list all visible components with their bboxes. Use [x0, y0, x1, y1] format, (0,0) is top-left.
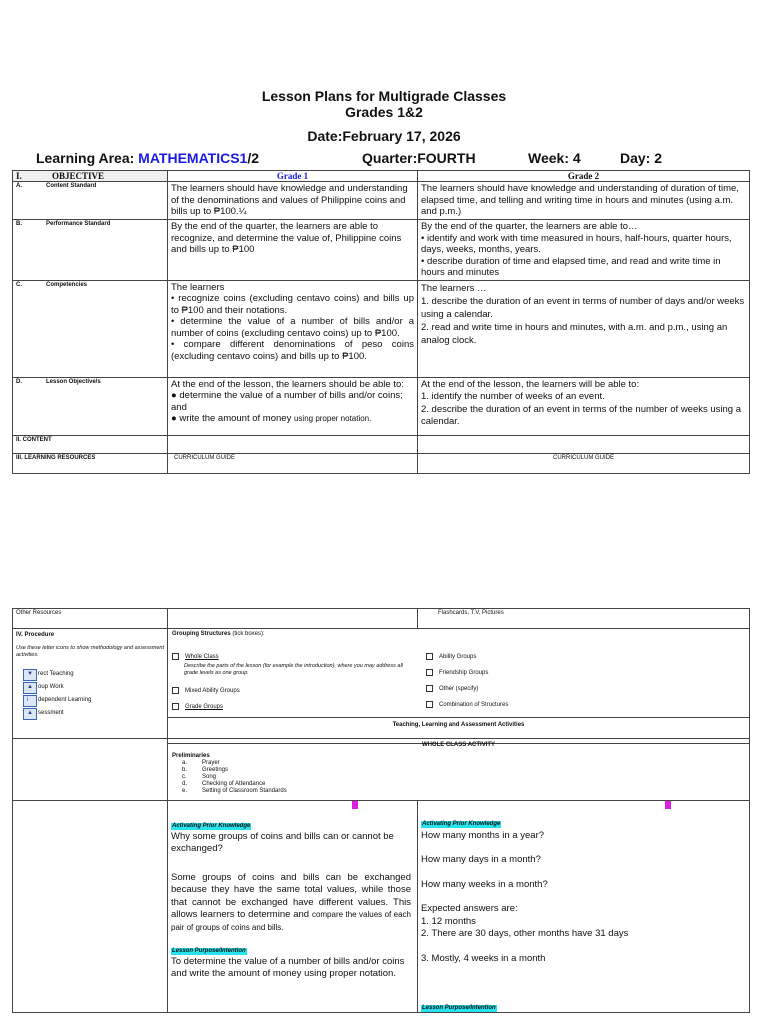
option-label: Whole Class	[185, 654, 219, 661]
grade1-activity	[171, 819, 411, 981]
g1-question: Why some groups of coins and bills can or cannot be exchanged?	[171, 830, 394, 854]
whole-class-description: Describe the parts of the lesson (for example the introduction), where you may address all grade levels as one group.	[184, 663, 403, 676]
performance-standard-g1: By the end of the quarter, the learners are able to recognize, and determine the value of, Philippine coins and bills up to ₱100	[168, 220, 418, 281]
activities-row	[13, 801, 750, 1013]
item-text: Prayer	[202, 760, 220, 766]
row-label: Lesson Objective/s	[46, 378, 101, 385]
list-item	[182, 781, 287, 788]
procedure-row	[13, 629, 750, 739]
objective-header	[13, 171, 168, 182]
g2-answer: 2. There are 30 days, other months have 31 days	[421, 928, 629, 939]
list-item	[182, 767, 287, 774]
checkbox[interactable]	[426, 653, 433, 660]
item-text: Song	[202, 774, 217, 780]
activating-prior-knowledge-tag: Activating Prior Knowledge	[422, 821, 501, 827]
text-line: By the end of the quarter, the learners are able to…	[421, 221, 638, 232]
document-date: Date:February 17, 2026	[307, 128, 461, 144]
option-whole-class[interactable]	[172, 653, 219, 661]
competencies-g2	[418, 280, 750, 377]
option-ability-groups[interactable]	[426, 653, 476, 661]
option-mixed-ability[interactable]	[172, 687, 240, 695]
other-resources-row	[13, 609, 750, 629]
list-item: • compare different denominations of peso coins (excluding centavo coins) and bills up to ₱100.	[171, 339, 414, 362]
procedure-note: Use these letter icons to show methodology and assessment activities.	[16, 645, 164, 658]
option-friendship-groups[interactable]	[426, 669, 488, 677]
text-part: ● write the amount of money	[171, 413, 294, 424]
objective-label: OBJECTIVE	[52, 171, 105, 181]
icon-label: dependent Learning	[38, 697, 92, 703]
text-line: The learners …	[421, 282, 487, 294]
text-part: Some groups of coins and bills can be exchanged because they have the same total values, while those that cannot be exchanged have different values. This allows learners to determine and	[171, 871, 411, 920]
preliminaries-list	[182, 760, 287, 795]
text-line: and	[171, 401, 187, 413]
lesson-objectives-row	[13, 377, 750, 435]
activating-prior-knowledge-tag: Activating Prior Knowledge	[172, 823, 251, 829]
procedure-table	[12, 608, 750, 1013]
item-letter: b.	[182, 767, 188, 773]
learning-area	[36, 150, 259, 166]
checkbox[interactable]	[172, 703, 179, 710]
learning-area-suffix: /2	[247, 150, 260, 166]
option-label: Ability Groups	[439, 654, 477, 661]
competencies-g1	[168, 280, 418, 377]
icon-label: rect Teaching	[38, 671, 74, 677]
content-standard-g2: The learners should have knowledge and understanding of duration of time, elapsed time, and telling and writing time in hours and minutes (using a.m. and p.m.)	[418, 182, 750, 220]
lesson-objectives-label	[13, 377, 168, 435]
group-work-icon: ▲	[23, 682, 37, 694]
grade1-activity-cell	[168, 801, 418, 1013]
text-part: compare the values of each pair of groups of coins and bills.	[171, 910, 412, 932]
preliminaries-cell	[168, 739, 750, 801]
text-line: The learners	[171, 281, 225, 293]
empty-cell	[168, 609, 418, 629]
lesson-objectives-g1	[168, 377, 418, 435]
lesson-objectives-g2	[418, 377, 750, 435]
lesson-purpose-tag: Lesson Purpose/Intention	[422, 1005, 496, 1011]
list-item: • determine the value of a number of bills and/or a number of coins (excluding centavo coins) up to ₱100.	[171, 316, 414, 339]
item-letter: d.	[182, 781, 188, 787]
preliminaries-title: Preliminaries	[172, 753, 210, 759]
option-combination[interactable]	[426, 701, 508, 709]
row-letter: D.	[16, 378, 22, 385]
checkbox[interactable]	[426, 685, 433, 692]
list-item	[182, 774, 287, 781]
option-label: Combination of Structures	[439, 702, 509, 709]
quarter: Quarter:FOURTH	[362, 150, 476, 166]
other-resources-g2: Flashcards, T.V, Pictures	[418, 609, 750, 629]
checkbox[interactable]	[172, 687, 179, 694]
procedure-label: IV. Procedure	[16, 632, 55, 638]
grade2-activity	[421, 817, 741, 965]
text-part: using proper notation.	[293, 414, 372, 423]
grouping-label: Grouping Structures	[172, 631, 231, 637]
grade1-header: Grade 1	[168, 171, 418, 182]
empty-cell	[168, 435, 418, 453]
g2-answer: 3. Mostly, 4 weeks in a month	[421, 952, 546, 964]
objectives-table	[12, 170, 750, 474]
content-standard-row	[13, 182, 750, 220]
grouping-suffix: (tick boxes):	[230, 631, 265, 637]
grade2-activity-cell	[418, 801, 750, 1013]
text-line: • describe duration of time and elapsed time, and read and write time in hours and minutes	[421, 255, 721, 278]
list-item: 1. describe the duration of an event in terms of number of days and/or weeks using a calendar.	[421, 295, 745, 320]
competencies-label	[13, 280, 168, 377]
learning-area-value: MATHEMATICS1	[138, 150, 248, 166]
row-label: Competencies	[46, 281, 88, 288]
row-letter: B.	[16, 221, 22, 227]
list-item	[182, 788, 287, 795]
list-item: 2. describe the duration of an event in terms of the number of weeks using a calendar.	[421, 403, 742, 427]
learning-resources-label: III. LEARNING RESOURCES	[13, 453, 168, 473]
icon-label: sessment	[38, 710, 64, 716]
item-text: Checking of Attendance	[202, 781, 266, 787]
content-section-row	[13, 435, 750, 453]
g2-question: How many months in a year?	[421, 829, 545, 841]
row-letter: A.	[16, 183, 22, 189]
list-item: ● determine the value of a number of bills and/or coins;	[171, 390, 403, 401]
marker-icon	[665, 801, 671, 809]
g2-question: How many weeks in a month?	[421, 878, 548, 890]
direct-teaching-icon: ▼	[23, 669, 37, 681]
option-label: Mixed Ability Groups	[185, 688, 240, 695]
assessment-icon: ▲	[23, 708, 37, 720]
content-standard-label	[13, 182, 168, 220]
preliminaries-row	[13, 739, 750, 801]
performance-standard-row	[13, 220, 750, 281]
content-standard-g1: The learners should have knowledge and understanding of the denominations and values of Philippine coins and bills up to ₱100.¼	[168, 182, 418, 220]
empty-cell	[418, 435, 750, 453]
option-grade-groups[interactable]	[172, 703, 223, 711]
lesson-purpose-tag: Lesson Purpose/Intention	[172, 948, 246, 954]
performance-standard-label	[13, 220, 168, 281]
grouping-structures-cell	[168, 629, 750, 739]
divider	[168, 717, 749, 718]
row-letter: C.	[16, 281, 22, 288]
checkbox[interactable]	[426, 669, 433, 676]
option-label: Friendship Groups	[439, 670, 489, 677]
procedure-cell	[13, 629, 168, 739]
empty-cell	[13, 739, 168, 801]
grouping-structures-label	[172, 631, 265, 638]
marker-icon	[352, 801, 358, 809]
document-title: Lesson Plans for Multigrade Classes	[261, 88, 507, 104]
list-item	[171, 413, 414, 425]
text-line: At the end of the lesson, the learners should be able to:	[171, 378, 404, 390]
table-header-row	[13, 171, 750, 182]
g2-expected: Expected answers are:	[421, 903, 518, 914]
competencies-row	[13, 280, 750, 377]
empty-cell	[13, 801, 168, 1013]
icon-label: oup Work	[38, 684, 64, 690]
row-label: Content Standard	[46, 183, 97, 189]
section-number: I.	[16, 171, 22, 181]
g2-answer: 1. 12 months	[421, 915, 476, 927]
document-grades: Grades 1&2	[345, 104, 423, 120]
option-label: Other (specify)	[439, 686, 479, 693]
learning-resources-g2: CURRICULUM GUIDE	[418, 453, 750, 473]
option-label: Grade Groups	[185, 704, 224, 711]
item-letter: e.	[182, 788, 188, 794]
independent-learning-icon: i	[23, 695, 37, 707]
item-letter: a.	[182, 760, 188, 766]
checkbox[interactable]	[172, 653, 179, 660]
tla-header: Teaching, Learning and Assessment Activities	[392, 722, 525, 728]
text-line: At the end of the lesson, the learners will be able to:	[421, 378, 640, 390]
content-section-label: II. CONTENT	[13, 435, 168, 453]
g1-purpose: To determine the value of a number of bills and/or coins and write the amount of money using proper notation.	[171, 955, 405, 979]
performance-standard-g2	[418, 220, 750, 281]
checkbox[interactable]	[426, 701, 433, 708]
list-item	[182, 760, 287, 767]
item-letter: c.	[182, 774, 187, 780]
learning-resources-row	[13, 453, 750, 473]
g1-paragraph	[171, 872, 411, 935]
g2-question: How many days in a month?	[421, 854, 541, 865]
week: Week: 4	[528, 150, 581, 166]
option-other[interactable]	[426, 685, 478, 693]
item-text: Setting of Classroom Standards	[202, 788, 287, 794]
learning-resources-g1: CURRICULUM GUIDE	[168, 453, 418, 473]
grade2-header: Grade 2	[418, 171, 750, 182]
other-resources-label: Other Resources	[13, 609, 168, 629]
whole-class-activity-title: WHOLE CLASS ACTIVITY	[421, 742, 496, 748]
list-item: • recognize coins (excluding centavo coins) and bills up to ₱100 and their notations.	[171, 293, 414, 316]
list-item: 1. identify the number of weeks of an event.	[421, 391, 605, 402]
day: Day: 2	[620, 150, 663, 166]
text-line: • identify and work with time measured in hours, half-hours, quarter hours, days, weeks, months, years.	[421, 232, 732, 255]
list-item: 2. read and write time in hours and minutes, with a.m. and p.m., using an analog clock.	[421, 321, 728, 346]
row-label: Performance Standard	[46, 221, 111, 227]
learning-area-label: Learning Area:	[36, 150, 139, 166]
item-text: Greetings	[202, 767, 229, 773]
